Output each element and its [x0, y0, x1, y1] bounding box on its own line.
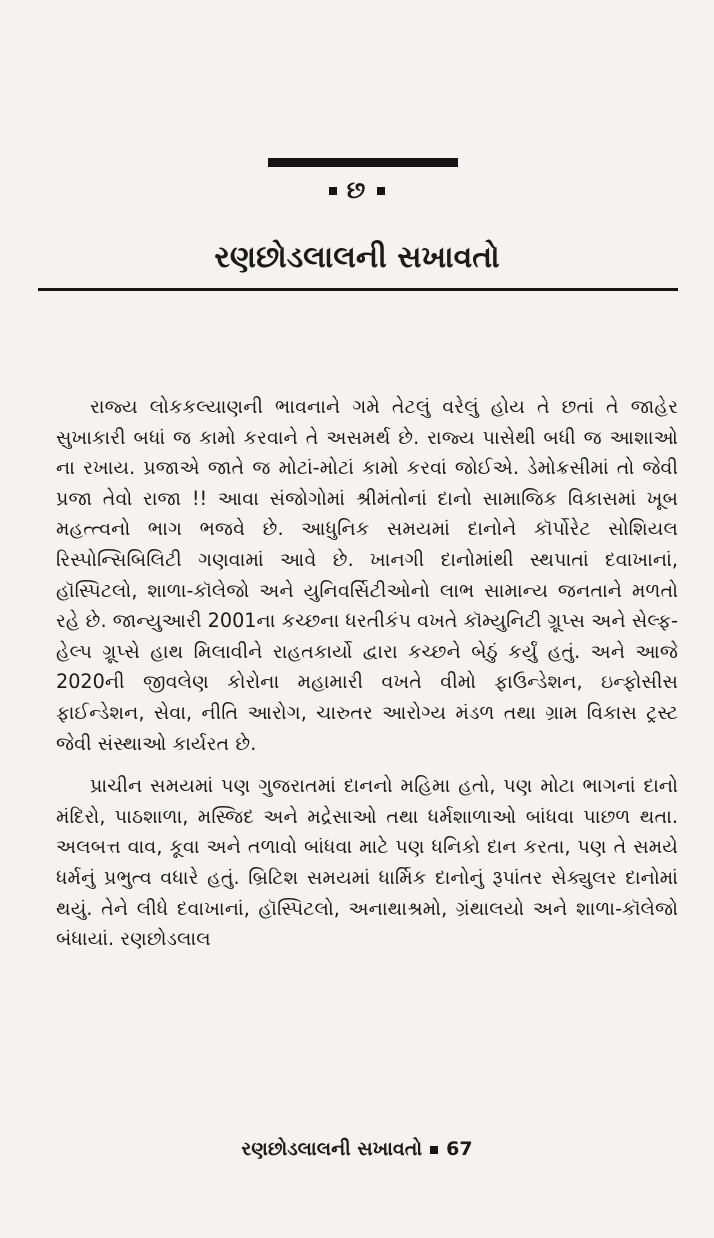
paragraph-2: પ્રાચીન સમયમાં પણ ગુજરાતમાં દાનનો મહિમા હતો, પણ મોટા ભાગનાં દાનો મંદિરો, પાઠશાળા, મસ્જિદ અને મદ્રેસાઓ તથા ધર્મશાળાઓ બાંધવા પાછળ થતા. અલબત્ત વાવ, કૂવા અને તળાવો બાંધવા માટે પણ ધનિકો દાન કરતા, પણ તે સમયે ધર્મનું પ્રભુત્વ વધારે હતું. બ્રિટિશ સમયમાં ધાર્મિક દાનોનું રૂપાંતર સેક્યુલર દાનોમાં થયું. તેને લીધે દવાખાનાં, હૉસ્પિટલો, અનાથાશ્રમો, ગ્રંથાલયો અને શાળા-કૉલેજો બંધાયાં. રણછોડલાલ [56, 774, 678, 951]
chapter-number-text: છ [346, 176, 368, 204]
square-ornament-left [329, 187, 337, 195]
paragraph-1: રાજ્ય લોકકલ્યાણની ભાવનાને ગમે તેટલું વરેલું હોય તે છતાં તે જાહેર સુખાકારી બધાં જ કામો કરવાને તે અસમર્થ છે. રાજ્ય પાસેથી બધી જ આશાઓ ના રખાય. પ્રજાએ જાતે જ મોટાં-મોટાં કામો કરવાં જોઈએ. ડેમોક્રસીમાં તો જેવી પ્રજા તેવો રાજા !! આવા સંજોગોમાં શ્રીમંતોનાં દાનો સામાજિક વિકાસમાં ખૂબ મહત્ત્વનો ભાગ ભજવે છે. આધુનિક સમયમાં દાનોને કૉર્પોરેટ સોશિયલ રિસ્પોન્સિબિલિટી ગણવામાં આવે છે. ખાનગી દાનોમાંથી સ્થપાતાં દવાખાનાં, હૉસ્પિટલો, શાળા-કૉલેજો અને યુનિવર્સિટીઓનો લાભ સામાન્ય જનતાને મળતો રહે છે. જાન્યુઆરી 2001ના કચ્છના ધરતીકંપ વખતે કૉમ્યુનિટી ગ્રૂપ્સ અને સેલ્ફ-હેલ્પ ગ્રૂપ્સે હાથ મિલાવીને રાહતકાર્યો દ્વારા કચ્છને બેઠું કર્યું હતું. અને આજે 2020ની જીવલેણ કોરોના મહામારી વખતે વીમો ફાઉન્ડેશન, ઇન્ફોસીસ ફાઈન્ડેશન, સેવા, નીતિ આરોગ, ચારુતર આરોગ્ય મંડળ તથા ગ્રામ વિકાસ ટ્રસ્ટ જેવી સંસ્થાઓ કાર્યરત છે. [56, 395, 678, 755]
square-ornament-right [377, 187, 385, 195]
square-ornament-footer [430, 1146, 438, 1154]
chapter-title: રણછોડલાલની સખાવતો [214, 240, 500, 275]
running-title: રણછોડલાલની સખાવતો [241, 1138, 423, 1160]
chapter-number [0, 176, 714, 204]
body-text [56, 392, 678, 967]
title-underline-rule [38, 288, 678, 291]
page-number: 67 [446, 1138, 473, 1160]
chapter-top-rule [268, 158, 458, 167]
page-footer [0, 1138, 714, 1160]
